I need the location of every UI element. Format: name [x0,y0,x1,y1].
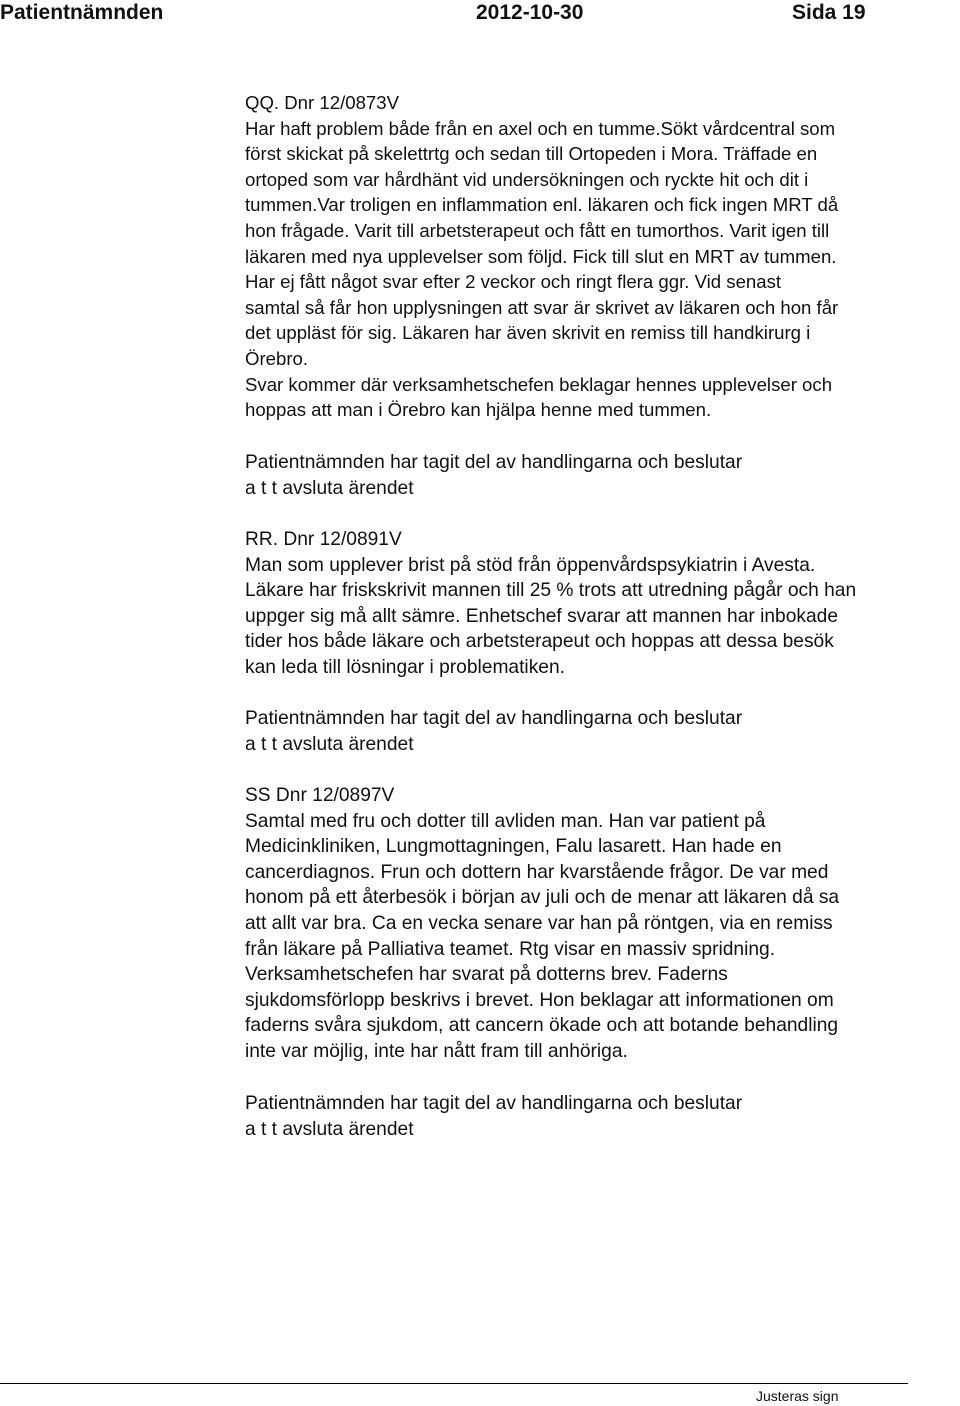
case-rr-line: Man som upplever brist på stöd från öppenvårdspsykiatrin i Avesta. [245,554,816,576]
decision-line: Patientnämnden har tagit del av handlingarna och beslutar [245,1093,743,1114]
case-rr-heading: RR. Dnr 12/0891V [245,529,402,550]
case-qq-line: först skickat på skelettrtg och sedan till Ortopeden i Mora. Träffade en [245,143,818,165]
case-rr-line: Läkare har friskskrivit mannen till 25 % trots att utredning pågår och han [245,580,857,602]
header-date: 2012-10-30 [476,1,584,24]
case-rr-line: uppger sig må allt sämre. Enhetschef svarar att mannen har inbokade [245,605,839,627]
case-qq-line: Har haft problem både från en axel och en tumme.Sökt vårdcentral som [245,117,836,139]
case-qq-line: läkaren med nya upplevelser som följd. Fick till slut en MRT av tummen. [245,245,837,267]
case-ss-line: cancerdiagnos. Frun och dottern har kvarstående frågor. De var med [245,861,829,883]
case-qq-line: Svar kommer där verksamhetschefen beklagar hennes upplevelser och [245,373,833,395]
case-ss-decision [245,1091,960,1142]
case-ss-line: honom på ett återbesök i början av juli och de menar att läkaren då sa [245,887,840,909]
header-page-number: Sida 19 [792,1,866,24]
case-rr-text [245,527,960,681]
case-qq-line: det uppläst för sig. Läkaren har även skrivit en remiss till handkirurg i [245,322,811,344]
case-ss-line: Verksamhetschefen har svarat på dotterns brev. Faderns [245,964,728,986]
case-qq-line: Har ej fått något svar efter 2 veckor och ringt flera ggr. Vid senast [245,271,782,293]
case-rr-line: tider hos både läkare och arbetsterapeut och hoppas att dessa besök [245,631,834,653]
case-ss-line: sjukdomsförlopp beskrivs i brevet. Hon beklagar att informationen om [245,989,834,1011]
decision-line: a t t avsluta ärendet [245,733,414,755]
case-ss-line: Medicinkliniken, Lungmottagningen, Falu lasarett. Han hade en [245,836,782,858]
case-rr-line: kan leda till lösningar i problematiken. [245,656,565,678]
signature-label: Justeras sign [756,1388,839,1404]
case-qq-line: Örebro. [245,347,309,369]
case-qq-line: ortoped som var hårdhänt vid undersökningen och ryckte hit och dit i [245,168,809,190]
decision-line: Patientnämnden har tagit del av handlingarna och beslutar [245,452,743,473]
signature-line [0,1383,908,1384]
decision-line: Patientnämnden har tagit del av handlingarna och beslutar [245,708,743,729]
case-qq-line: hoppas att man i Örebro kan hjälpa henne med tummen. [245,399,712,421]
case-qq-text [245,90,960,423]
decision-line: a t t avsluta ärendet [245,477,414,499]
case-rr-decision [245,706,960,757]
case-qq-line: tummen.Var troligen en inflammation enl. läkaren och fick ingen MRT då [245,194,839,216]
case-ss-line: faderns svåra sjukdom, att cancern ökade och att botande behandling [245,1015,839,1037]
case-qq-line: samtal så får hon upplysningen att svar är skrivet av läkaren och hon får [245,296,839,318]
case-ss-line: Samtal med fru och dotter till avliden man. Han var patient på [245,810,766,832]
case-ss-line: att allt var bra. Ca en vecka senare var han på röntgen, via en remiss [245,912,833,934]
header-organization: Patientnämnden [0,1,164,24]
case-ss-line: från läkare på Palliativa teamet. Rtg visar en massiv spridning. [245,938,776,960]
case-qq-heading: QQ. Dnr 12/0873V [245,92,399,113]
case-ss-heading: SS Dnr 12/0897V [245,785,395,806]
case-qq-decision [245,450,960,501]
case-ss-text [245,783,960,1065]
decision-line: a t t avsluta ärendet [245,1118,414,1140]
case-qq-line: hon frågade. Varit till arbetsterapeut och fått en tumorthos. Varit igen till [245,219,830,241]
case-ss-line: inte var möjlig, inte har nått fram till anhöriga. [245,1040,628,1062]
